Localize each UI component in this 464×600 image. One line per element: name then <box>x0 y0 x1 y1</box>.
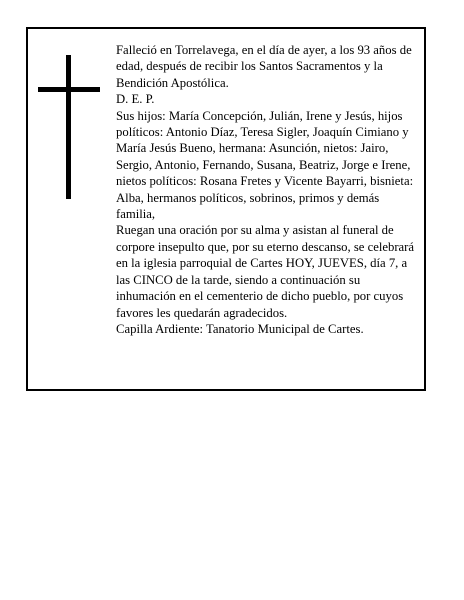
cross-icon <box>38 55 100 199</box>
rest-in-peace: D. E. P. <box>116 92 155 107</box>
obituary-notice <box>26 27 426 391</box>
funeral-details: Ruegan una oración por su alma y asistan al funeral de corpore insepulto que, por su eterno descanso, se celebrará en la iglesia parroquial de Cartes HOY, JUEVES, día 7, a las CINCO de la tarde, siendo a continuación su inhumación en el cementerio de dicho pueblo, por cuyos favores les quedarán agradecidos. <box>116 223 415 320</box>
cross-vertical-bar <box>66 55 71 199</box>
family-list: Sus hijos: María Concepción, Julián, Irene y Jesús, hijos políticos: Antonio Díaz, Teresa Sigler, Joaquín Cimiano y María Jesús Bueno, hermana: Asunción, nietos: Jairo, Sergio, Antonio, Fernando, Susana, Beatriz, Jorge e Irene, nietos políticos: Rosana Fretes y Vicente Bayarri, bisnieta: Alba, hermanos políticos, sobrinos, primos y demás familia, <box>116 108 414 222</box>
obituary-text <box>116 42 421 337</box>
death-announcement: Falleció en Torrelavega, en el día de ayer, a los 93 años de edad, después de recibir los Santos Sacramentos y la Bendición Apostólica. <box>116 43 412 90</box>
funeral-chapel: Capilla Ardiente: Tanatorio Municipal de Cartes. <box>116 321 364 336</box>
cross-horizontal-bar <box>38 87 100 92</box>
